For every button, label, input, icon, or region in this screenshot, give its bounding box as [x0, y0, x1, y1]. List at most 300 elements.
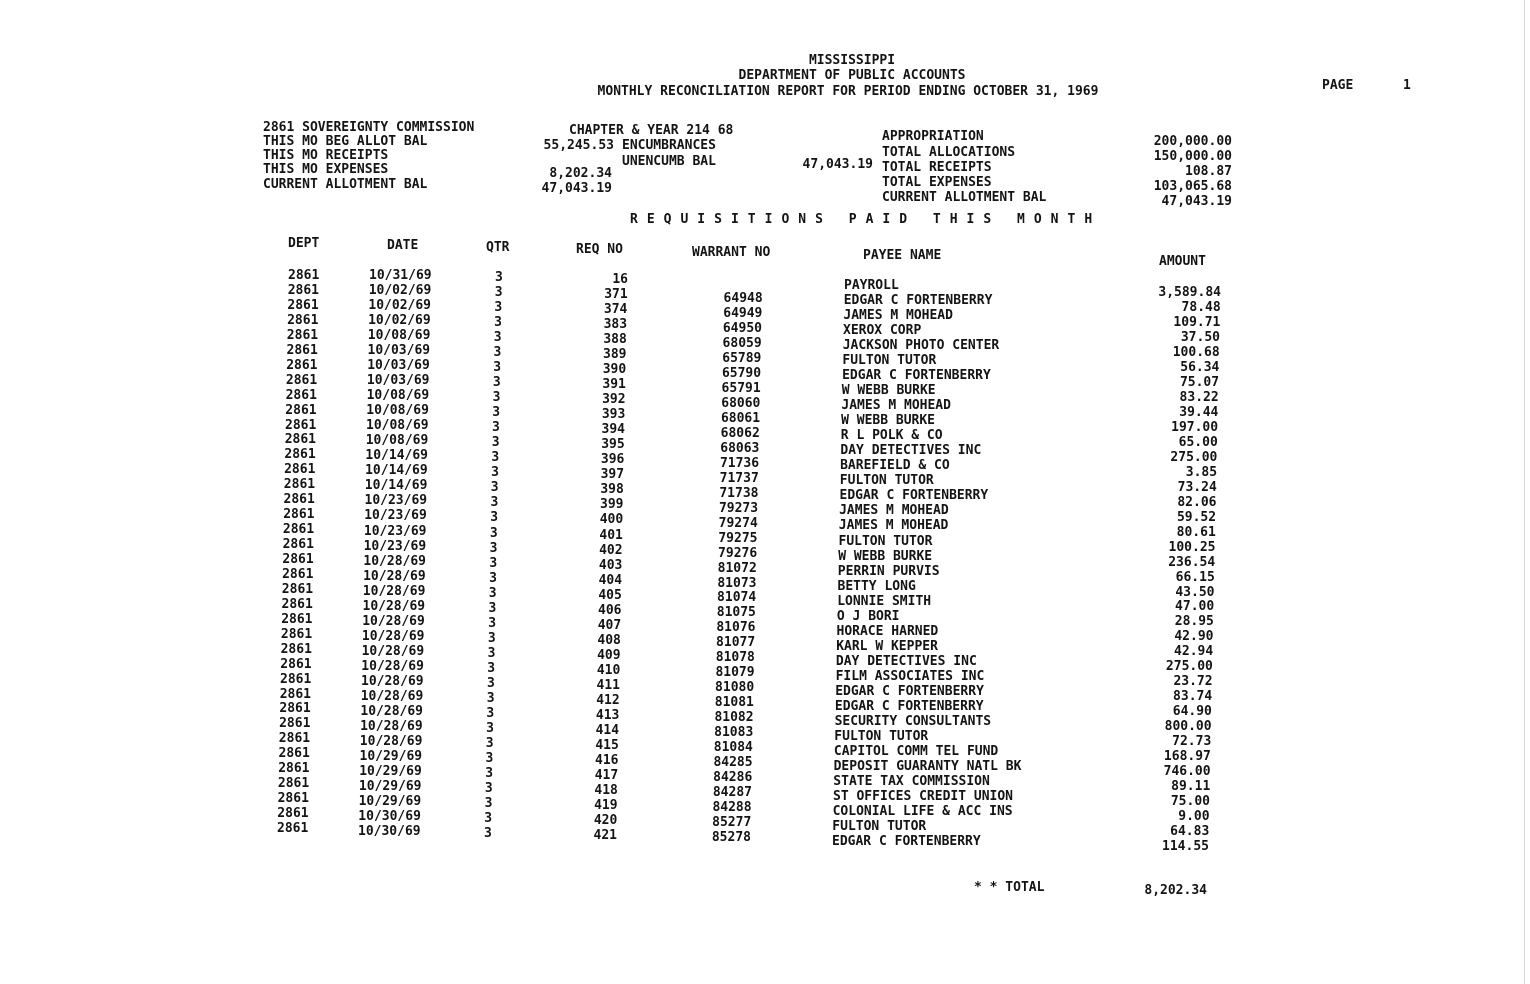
date-cell: 10/08/69 — [365, 433, 429, 449]
department-title: DEPARTMENT OF PUBLIC ACCOUNTS — [738, 68, 966, 83]
qtr-cell: 3 — [489, 540, 498, 556]
warrant-no-cell: 81074 — [717, 590, 757, 606]
payee-name-cell: PAYROLL — [844, 278, 899, 293]
dept-cell: 2861 — [282, 566, 314, 582]
date-cell: 10/03/69 — [366, 373, 430, 389]
payee-name-cell: STATE TAX COMMISSION — [833, 773, 990, 789]
warrant-no-cell: 81082 — [714, 710, 754, 726]
payee-name-cell: JAMES M MOHEAD — [841, 398, 951, 414]
dept-cell: 2861 — [281, 596, 313, 612]
req-no-cell: 401 — [599, 527, 623, 543]
amount-cell: 197.00 — [1171, 419, 1219, 435]
dept-cell: 2861 — [279, 686, 311, 702]
page-label: PAGE — [1322, 78, 1354, 93]
req-no-cell: 416 — [595, 752, 619, 768]
date-cell: 10/29/69 — [359, 748, 423, 764]
unencumb-label: UNENCUMB BAL — [622, 154, 716, 169]
page-number: 1 — [1403, 78, 1411, 93]
payee-name-cell: COLONIAL LIFE & ACC INS — [832, 803, 1013, 819]
payee-name-cell: JAMES M MOHEAD — [838, 518, 949, 534]
amount-cell: 100.68 — [1172, 344, 1220, 360]
warrant-no-cell: 84287 — [712, 785, 752, 801]
payee-name-cell: FULTON TUTOR — [834, 728, 929, 744]
dept-cell: 2861 — [277, 791, 309, 807]
amount-cell: 75.07 — [1179, 374, 1220, 390]
qtr-cell: 3 — [486, 720, 494, 736]
warrant-no-cell: 84286 — [713, 770, 753, 786]
date-cell: 10/08/69 — [366, 403, 429, 419]
warrant-no-cell: 79275 — [718, 530, 758, 546]
beg-allot-label: THIS MO BEG ALLOT BAL — [263, 134, 428, 149]
req-no-cell: 402 — [599, 542, 623, 558]
payee-name-cell: JACKSON PHOTO CENTER — [842, 338, 1000, 354]
warrant-no-cell: 79276 — [718, 545, 758, 561]
date-cell: 10/14/69 — [364, 478, 428, 494]
date-cell: 10/03/69 — [367, 358, 430, 374]
date-cell: 10/28/69 — [361, 643, 425, 659]
date-cell: 10/29/69 — [359, 763, 422, 779]
warrant-no-cell: 81084 — [713, 740, 753, 756]
payee-name-cell: EDGAR C FORTENBERRY — [842, 368, 991, 384]
amount-cell: 3.85 — [1185, 464, 1218, 480]
warrant-no-cell: 65791 — [721, 380, 761, 396]
total-expenses-label: TOTAL EXPENSES — [882, 175, 992, 190]
req-no-cell: 389 — [603, 347, 627, 363]
appropriation-value: 200,000.00 — [1153, 134, 1232, 149]
date-cell: 10/02/69 — [368, 298, 432, 314]
warrant-no-cell: 81072 — [717, 560, 757, 576]
col-header-qtr: QTR — [486, 240, 510, 255]
qtr-cell: 3 — [493, 345, 502, 361]
amount-cell: 89.11 — [1171, 779, 1211, 795]
appropriation-label: APPROPRIATION — [882, 129, 984, 144]
qtr-cell: 3 — [492, 405, 501, 421]
req-no-cell: 406 — [598, 602, 622, 618]
dept-cell: 2861 — [287, 282, 319, 298]
payee-name-cell: ST OFFICES CREDIT UNION — [833, 788, 1014, 804]
payee-name-cell: JAMES M MOHEAD — [839, 503, 949, 519]
warrant-no-cell: 85277 — [712, 815, 752, 830]
amount-cell: 42.94 — [1174, 644, 1214, 660]
payee-name-cell: FULTON TUTOR — [832, 819, 927, 834]
col-header-amount: AMOUNT — [1159, 254, 1206, 269]
current-allotment-label: CURRENT ALLOTMENT BAL — [882, 190, 1047, 205]
date-cell: 10/23/69 — [363, 523, 427, 539]
payee-name-cell: W WEBB BURKE — [841, 383, 936, 399]
amount-cell: 73.24 — [1177, 479, 1217, 495]
req-no-cell: 400 — [599, 512, 624, 528]
req-no-cell: 391 — [602, 377, 626, 393]
dept-cell: 2861 — [281, 581, 314, 597]
dept-cell: 2861 — [278, 761, 310, 777]
warrant-no-cell: 71736 — [719, 455, 760, 471]
req-no-cell: 398 — [600, 482, 624, 498]
dept-cell: 2861 — [288, 268, 320, 283]
qtr-cell: 3 — [495, 270, 503, 285]
date-cell: 10/03/69 — [367, 343, 431, 359]
warrant-no-cell: 85278 — [711, 830, 751, 845]
total-receipts-value: 108.87 — [1185, 164, 1232, 179]
qtr-cell: 3 — [491, 465, 499, 481]
amount-cell: 23.72 — [1173, 674, 1213, 690]
payee-name-cell: CAPITOL COMM TEL FUND — [833, 743, 999, 759]
date-cell: 10/29/69 — [358, 793, 422, 809]
state-title: MISSISSIPPI — [808, 53, 896, 68]
dept-cell: 2861 — [277, 821, 309, 836]
qtr-cell: 3 — [489, 555, 498, 571]
warrant-no-cell: 81073 — [717, 575, 757, 591]
dept-cell: 2861 — [281, 611, 313, 627]
chapter-year: CHAPTER & YEAR 214 68 — [569, 123, 734, 138]
date-cell: 10/23/69 — [364, 493, 428, 509]
payee-name-cell: JAMES M MOHEAD — [843, 308, 953, 324]
req-no-cell: 421 — [593, 828, 617, 843]
dept-cell: 2861 — [282, 537, 314, 552]
qtr-cell: 3 — [490, 510, 499, 526]
warrant-no-cell: 65790 — [721, 365, 762, 381]
dept-cell: 2861 — [285, 372, 318, 388]
warrant-no-cell: 68059 — [722, 335, 762, 351]
qtr-cell: 3 — [486, 705, 495, 721]
qtr-cell: 3 — [490, 495, 499, 511]
warrant-no-cell: 68062 — [720, 425, 760, 441]
req-no-cell: 408 — [597, 632, 621, 648]
total-receipts-label: TOTAL RECEIPTS — [882, 160, 992, 175]
dept-cell: 2861 — [279, 716, 311, 732]
date-cell: 10/28/69 — [361, 628, 425, 644]
beg-allot-value: 55,245.53 — [543, 138, 614, 153]
req-no-cell: 410 — [596, 662, 621, 678]
qtr-cell: 3 — [485, 765, 494, 781]
dept-cell: 2861 — [280, 641, 312, 657]
qtr-cell: 3 — [488, 615, 497, 631]
total-value: 8,202.34 — [1144, 883, 1207, 898]
amount-cell: 75.00 — [1170, 794, 1210, 810]
date-cell: 10/30/69 — [358, 809, 421, 824]
amount-cell: 39.44 — [1179, 404, 1219, 420]
date-cell: 10/14/69 — [365, 448, 429, 464]
amount-cell: 72.73 — [1172, 734, 1212, 750]
qtr-cell: 3 — [486, 690, 495, 706]
amount-cell: 236.54 — [1168, 554, 1216, 570]
amount-cell: 83.22 — [1179, 389, 1219, 405]
col-header-req-no: REQ NO — [576, 242, 623, 257]
amount-cell: 59.52 — [1176, 509, 1217, 525]
dept-cell: 2861 — [277, 806, 309, 822]
warrant-no-cell: 81079 — [715, 665, 755, 681]
col-header-warrant-no: WARRANT NO — [692, 245, 771, 260]
amount-cell: 168.97 — [1163, 749, 1211, 765]
date-cell: 10/08/69 — [367, 328, 431, 344]
qtr-cell: 3 — [487, 660, 496, 676]
amount-cell: 800.00 — [1164, 719, 1212, 735]
warrant-no-cell: 84285 — [713, 755, 753, 771]
payee-name-cell: W WEBB BURKE — [838, 548, 933, 564]
receipts-label: THIS MO RECEIPTS — [263, 148, 389, 163]
payee-name-cell: XEROX CORP — [843, 323, 922, 339]
date-cell: 10/28/69 — [362, 598, 426, 614]
payee-name-cell: R L POLK & CO — [840, 428, 943, 444]
payee-name-cell: DAY DETECTIVES INC — [835, 653, 977, 669]
dept-cell: 2861 — [285, 402, 317, 418]
date-cell: 10/23/69 — [364, 508, 427, 524]
qtr-cell: 3 — [484, 780, 493, 796]
req-no-cell: 374 — [603, 302, 628, 318]
warrant-no-cell: 64949 — [723, 306, 763, 321]
report-title: MONTHLY RECONCILIATION REPORT FOR PERIOD ENDING OCTOBER 31, 1969 — [597, 84, 1099, 99]
dept-cell: 2861 — [287, 297, 319, 313]
date-cell: 10/31/69 — [369, 268, 432, 283]
qtr-cell: 3 — [493, 330, 502, 346]
date-cell: 10/08/69 — [366, 418, 429, 434]
date-cell: 10/02/69 — [368, 313, 431, 329]
dept-cell: 2861 — [285, 387, 317, 403]
dept-cell: 2861 — [283, 492, 315, 508]
qtr-cell: 3 — [489, 570, 497, 586]
amount-cell: 114.55 — [1162, 839, 1209, 854]
amount-cell: 80.61 — [1176, 524, 1216, 540]
current-allot-label: CURRENT ALLOTMENT BAL — [263, 177, 428, 192]
payee-name-cell: FULTON TUTOR — [839, 473, 934, 489]
qtr-cell: 3 — [492, 420, 500, 436]
payee-name-cell: O J BORI — [836, 608, 900, 624]
req-no-cell: 404 — [598, 572, 623, 588]
commission-name: 2861 SOVEREIGNTY COMMISSION — [263, 120, 475, 135]
payee-name-cell: DEPOSIT GUARANTY NATL BK — [833, 758, 1022, 774]
expenses-label: THIS MO EXPENSES — [263, 162, 389, 177]
qtr-cell: 3 — [485, 750, 494, 766]
req-no-cell: 411 — [596, 677, 620, 693]
date-cell: 10/28/69 — [363, 568, 426, 584]
amount-cell: 3,589.84 — [1158, 285, 1221, 300]
payee-name-cell: BAREFIELD & CO — [840, 458, 950, 474]
amount-cell: 64.83 — [1170, 824, 1210, 839]
req-no-cell: 405 — [598, 587, 622, 603]
payee-name-cell: EDGAR C FORTENBERRY — [843, 293, 993, 308]
unencumb-value: 47,043.19 — [802, 157, 873, 172]
qtr-cell: 3 — [494, 300, 503, 316]
current-allotment-value: 47,043.19 — [1161, 194, 1232, 209]
qtr-cell: 3 — [494, 315, 502, 331]
date-cell: 10/02/69 — [368, 283, 432, 298]
req-no-cell: 371 — [604, 287, 628, 302]
qtr-cell: 3 — [487, 645, 496, 661]
amount-cell: 275.00 — [1170, 449, 1218, 465]
qtr-cell: 3 — [492, 375, 501, 391]
dept-cell: 2861 — [286, 357, 318, 373]
amount-cell: 746.00 — [1163, 764, 1211, 780]
warrant-no-cell: 79273 — [718, 500, 759, 516]
payee-name-cell: FILM ASSOCIATES INC — [835, 668, 985, 684]
qtr-cell: 3 — [490, 480, 499, 496]
current-allot-value: 47,043.19 — [541, 181, 612, 196]
amount-cell: 275.00 — [1165, 659, 1213, 675]
date-cell: 10/28/69 — [360, 688, 424, 704]
section-title: REQUISITIONS PAID THIS MONTH — [630, 212, 1102, 227]
date-cell: 10/14/69 — [365, 463, 428, 479]
qtr-cell: 3 — [493, 360, 502, 376]
req-no-cell: 420 — [593, 813, 618, 828]
qtr-cell: 3 — [484, 826, 492, 841]
warrant-no-cell: 64950 — [722, 320, 762, 336]
dept-cell: 2861 — [287, 312, 319, 328]
req-no-cell: 413 — [595, 707, 620, 723]
col-header-date: DATE — [387, 238, 419, 253]
req-no-cell: 418 — [594, 782, 618, 798]
warrant-no-cell: 71737 — [719, 470, 759, 486]
dept-cell: 2861 — [284, 447, 316, 463]
req-no-cell: 383 — [603, 317, 628, 333]
total-label: * * TOTAL — [974, 880, 1045, 895]
qtr-cell: 3 — [484, 795, 493, 811]
date-cell: 10/28/69 — [361, 673, 424, 689]
dept-cell: 2861 — [279, 701, 311, 717]
qtr-cell: 3 — [488, 585, 497, 601]
qtr-cell: 3 — [492, 390, 501, 406]
payee-name-cell: EDGAR C FORTENBERRY — [839, 488, 989, 504]
encumbrances-label: ENCUMBRANCES — [622, 138, 716, 153]
total-allocations-value: 150,000.00 — [1153, 149, 1232, 164]
date-cell: 10/28/69 — [360, 718, 423, 734]
qtr-cell: 3 — [488, 600, 497, 616]
dept-cell: 2861 — [280, 626, 313, 642]
req-no-cell: 414 — [595, 722, 620, 738]
payee-name-cell: FULTON TUTOR — [842, 353, 937, 369]
total-expenses-value: 103,065.68 — [1153, 179, 1232, 194]
date-cell: 10/29/69 — [358, 778, 422, 794]
payee-name-cell: FULTON TUTOR — [838, 533, 933, 549]
dept-cell: 2861 — [280, 656, 312, 672]
date-cell: 10/08/69 — [366, 388, 430, 404]
req-no-cell: 399 — [600, 497, 624, 513]
warrant-no-cell: 81076 — [716, 620, 756, 636]
req-no-cell: 397 — [600, 467, 625, 483]
req-no-cell: 419 — [594, 797, 618, 813]
payee-name-cell: HORACE HARNED — [836, 623, 939, 639]
req-no-cell: 409 — [597, 647, 621, 663]
amount-cell: 83.74 — [1173, 689, 1213, 705]
req-no-cell: 392 — [602, 392, 626, 408]
warrant-no-cell: 64948 — [723, 291, 763, 306]
qtr-cell: 3 — [491, 450, 500, 466]
date-cell: 10/28/69 — [363, 553, 427, 569]
payee-name-cell: KARL W KEPPER — [836, 638, 938, 654]
warrant-no-cell: 79274 — [718, 515, 758, 531]
warrant-no-cell: 81077 — [716, 635, 756, 651]
dept-cell: 2861 — [278, 731, 311, 747]
dept-cell: 2861 — [278, 746, 310, 762]
warrant-no-cell: 65789 — [722, 350, 762, 366]
warrant-no-cell: 81078 — [715, 650, 755, 666]
amount-cell: 28.95 — [1174, 614, 1214, 630]
amount-cell: 82.06 — [1177, 494, 1217, 510]
payee-name-cell: EDGAR C FORTENBERRY — [835, 683, 984, 699]
payee-name-cell: EDGAR C FORTENBERRY — [832, 834, 981, 849]
warrant-no-cell: 68063 — [720, 440, 760, 456]
qtr-cell: 3 — [487, 630, 496, 646]
date-cell: 10/28/69 — [359, 733, 423, 749]
dept-cell: 2861 — [286, 342, 318, 358]
payee-name-cell: W WEBB BURKE — [841, 413, 936, 429]
amount-cell: 47.00 — [1175, 599, 1215, 615]
payee-name-cell: LONNIE SMITH — [837, 593, 932, 609]
req-no-cell: 403 — [598, 557, 623, 573]
warrant-no-cell: 81075 — [716, 605, 756, 621]
req-no-cell: 407 — [597, 617, 622, 633]
payee-name-cell: DAY DETECTIVES INC — [840, 443, 982, 459]
col-header-payee-name: PAYEE NAME — [863, 248, 942, 263]
warrant-no-cell: 84288 — [712, 800, 752, 816]
amount-cell: 100.25 — [1168, 539, 1216, 555]
amount-cell: 66.15 — [1175, 569, 1215, 585]
qtr-cell: 3 — [484, 811, 493, 826]
warrant-no-cell: 71738 — [719, 485, 759, 501]
req-no-cell: 394 — [601, 422, 625, 438]
qtr-cell: 3 — [494, 285, 503, 300]
payee-name-cell: PERRIN PURVIS — [837, 563, 940, 579]
dept-cell: 2861 — [284, 432, 316, 448]
req-no-cell: 393 — [601, 407, 626, 423]
req-no-cell: 417 — [594, 767, 619, 783]
amount-cell: 64.90 — [1172, 704, 1212, 720]
warrant-no-cell: 68061 — [720, 410, 761, 426]
dept-cell: 2861 — [277, 776, 310, 792]
date-cell: 10/28/69 — [361, 658, 424, 674]
req-no-cell: 390 — [602, 362, 627, 378]
req-no-cell: 415 — [595, 737, 619, 753]
amount-cell: 43.50 — [1175, 584, 1215, 600]
dept-cell: 2861 — [280, 671, 312, 687]
req-no-cell: 396 — [600, 452, 625, 468]
dept-cell: 2861 — [286, 327, 319, 343]
expenses-value: 8,202.34 — [549, 166, 612, 181]
qtr-cell: 3 — [487, 675, 495, 691]
date-cell: 10/23/69 — [363, 538, 427, 554]
warrant-no-cell: 81081 — [714, 695, 754, 711]
dept-cell: 2861 — [285, 417, 317, 433]
date-cell: 10/28/69 — [362, 583, 426, 599]
warrant-no-cell: 68060 — [721, 395, 761, 411]
qtr-cell: 3 — [489, 525, 498, 541]
payee-name-cell: SECURITY CONSULTANTS — [834, 713, 992, 729]
req-no-cell: 412 — [596, 692, 620, 708]
req-no-cell: 388 — [603, 332, 627, 348]
total-allocations-label: TOTAL ALLOCATIONS — [882, 145, 1016, 160]
amount-cell: 9.00 — [1178, 809, 1210, 825]
date-cell: 10/30/69 — [358, 824, 421, 839]
payee-name-cell: BETTY LONG — [837, 578, 916, 594]
qtr-cell: 3 — [491, 435, 500, 451]
amount-cell: 42.90 — [1174, 629, 1214, 645]
amount-cell: 56.34 — [1180, 359, 1220, 375]
amount-cell: 109.71 — [1173, 314, 1221, 330]
req-no-cell: 395 — [601, 437, 625, 453]
warrant-no-cell: 81080 — [715, 680, 755, 696]
dept-cell: 2861 — [283, 507, 315, 523]
dept-cell: 2861 — [282, 552, 314, 567]
payee-name-cell: EDGAR C FORTENBERRY — [834, 698, 984, 714]
col-header-dept: DEPT — [288, 236, 320, 251]
qtr-cell: 3 — [485, 735, 494, 751]
amount-cell: 78.48 — [1181, 300, 1221, 315]
dept-cell: 2861 — [283, 477, 316, 493]
amount-cell: 37.50 — [1180, 329, 1220, 345]
amount-cell: 65.00 — [1178, 434, 1218, 450]
warrant-no-cell: 81083 — [714, 725, 754, 741]
req-no-cell: 16 — [612, 272, 628, 287]
dept-cell: 2861 — [284, 462, 316, 478]
date-cell: 10/28/69 — [360, 703, 424, 719]
